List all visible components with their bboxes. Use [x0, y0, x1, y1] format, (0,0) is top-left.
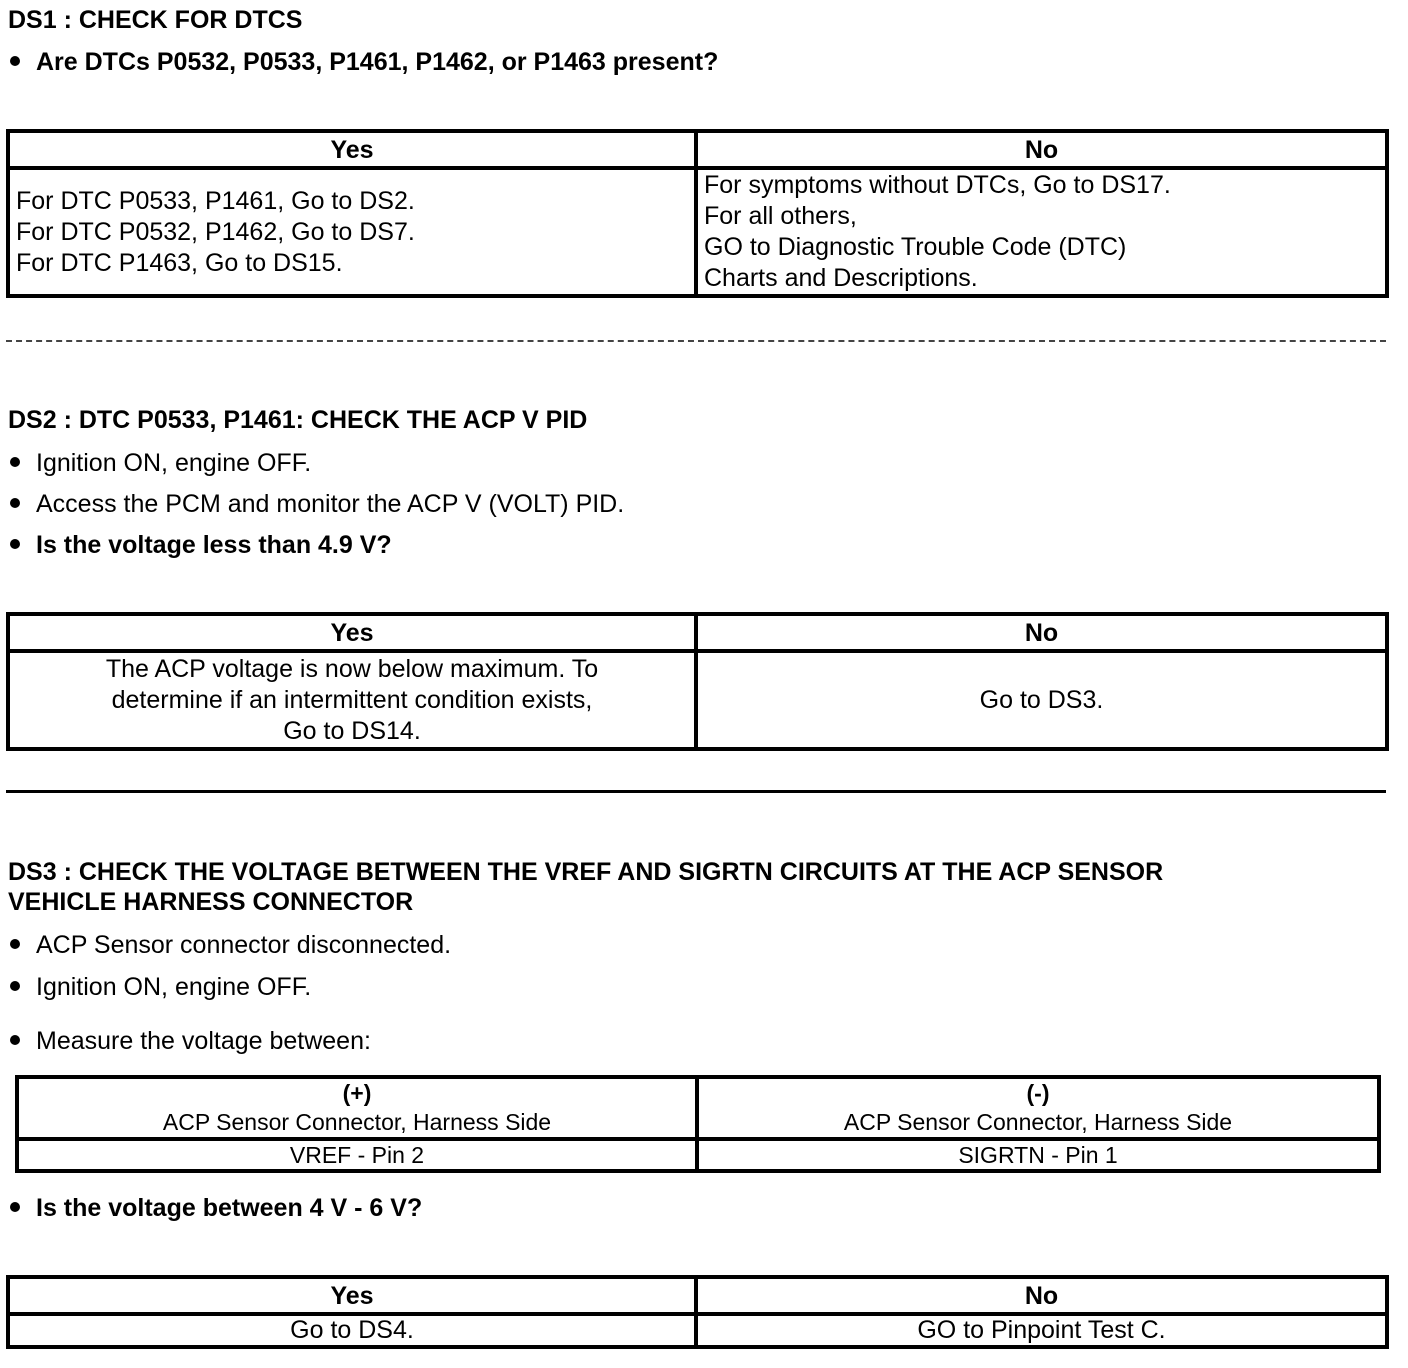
ds3-measure-text: Measure the voltage between: — [36, 1027, 371, 1055]
neg-sub: ACP Sensor Connector, Harness Side — [843, 1109, 1233, 1135]
ds3-table — [6, 1275, 1389, 1349]
bullet-icon — [10, 56, 20, 66]
ds3-no-header: No — [696, 1277, 1387, 1314]
ds2-no-cell: Go to DS3. — [696, 651, 1387, 749]
pos-header: (+) — [342, 1080, 372, 1106]
ds1-yes-line: For DTC P0532, P1462, Go to DS7. — [16, 217, 415, 246]
ds3-title-line: VEHICLE HARNESS CONNECTOR — [8, 888, 414, 916]
pos-sub: ACP Sensor Connector, Harness Side — [162, 1109, 552, 1135]
ds3-no-cell: GO to Pinpoint Test C. — [696, 1314, 1387, 1347]
ds1-no-line: Charts and Descriptions. — [704, 264, 978, 292]
ds1-yes-header: Yes — [8, 131, 696, 168]
ds3-title-line: DS3 : CHECK THE VOLTAGE BETWEEN THE VREF AND SIGRTN CIRCUITS AT THE ACP SENSOR — [8, 858, 1164, 886]
ds3-measure — [8, 1026, 371, 1056]
ds2-step — [8, 448, 311, 478]
ds2-yes-cell — [8, 651, 696, 749]
ds2-yes-line: Go to DS14. — [283, 716, 421, 745]
bullet-icon — [10, 1202, 20, 1212]
ds2-step-text: Ignition ON, engine OFF. — [36, 449, 312, 477]
bullet-icon — [10, 457, 20, 467]
ds1-title: DS1 : CHECK FOR DTCS — [8, 6, 303, 34]
ds1-no-line: For all others, — [704, 202, 857, 230]
ds3-step — [8, 930, 451, 960]
bullet-icon — [10, 498, 20, 508]
pos-header-cell — [17, 1077, 697, 1139]
neg-header: (-) — [1026, 1080, 1050, 1106]
ds2-no-header: No — [696, 614, 1387, 651]
ds2-title: DS2 : DTC P0533, P1461: CHECK THE ACP V PID — [8, 406, 588, 434]
ds2-question-text: Is the voltage less than 4.9 V? — [36, 531, 392, 559]
ds2-step — [8, 489, 624, 519]
ds1-yes-cell — [8, 168, 696, 296]
ds1-yes-line: For DTC P0533, P1461, Go to DS2. — [16, 186, 415, 215]
ds3-title — [8, 857, 1163, 917]
ds1-question — [8, 47, 718, 77]
section-divider — [6, 790, 1386, 793]
ds2-question — [8, 530, 392, 560]
ds1-question-text: Are DTCs P0532, P0533, P1461, P1462, or P1463 present? — [36, 48, 719, 76]
ds1-no-line: GO to Diagnostic Trouble Code (DTC) — [704, 233, 1127, 261]
ds1-no-line: For symptoms without DTCs, Go to DS17. — [704, 171, 1171, 199]
ds3-question-text: Is the voltage between 4 V - 6 V? — [36, 1194, 423, 1222]
ds3-yes-cell: Go to DS4. — [8, 1314, 696, 1347]
ds2-table — [6, 612, 1389, 751]
pos-value: VREF - Pin 2 — [17, 1139, 697, 1171]
ds2-yes-header: Yes — [8, 614, 696, 651]
bullet-icon — [10, 939, 20, 949]
ds2-yes-line: The ACP voltage is now below maximum. To — [105, 654, 599, 683]
bullet-icon — [10, 1035, 20, 1045]
bullet-icon — [10, 539, 20, 549]
ds1-no-cell — [696, 168, 1387, 296]
ds3-measure-table — [15, 1075, 1381, 1173]
ds3-step-text: ACP Sensor connector disconnected. — [36, 931, 452, 959]
neg-value: SIGRTN - Pin 1 — [697, 1139, 1379, 1171]
bullet-icon — [10, 981, 20, 991]
ds1-table — [6, 129, 1389, 298]
ds3-question — [8, 1193, 422, 1223]
ds1-no-header: No — [696, 131, 1387, 168]
ds2-yes-line: determine if an intermittent condition exists, — [111, 685, 593, 714]
neg-header-cell — [697, 1077, 1379, 1139]
ds3-step — [8, 972, 311, 1002]
ds1-yes-line: For DTC P1463, Go to DS15. — [16, 248, 343, 277]
ds3-yes-header: Yes — [8, 1277, 696, 1314]
ds2-step-text: Access the PCM and monitor the ACP V (VOLT) PID. — [36, 490, 625, 518]
ds3-step-text: Ignition ON, engine OFF. — [36, 973, 312, 1001]
section-divider — [6, 340, 1386, 342]
